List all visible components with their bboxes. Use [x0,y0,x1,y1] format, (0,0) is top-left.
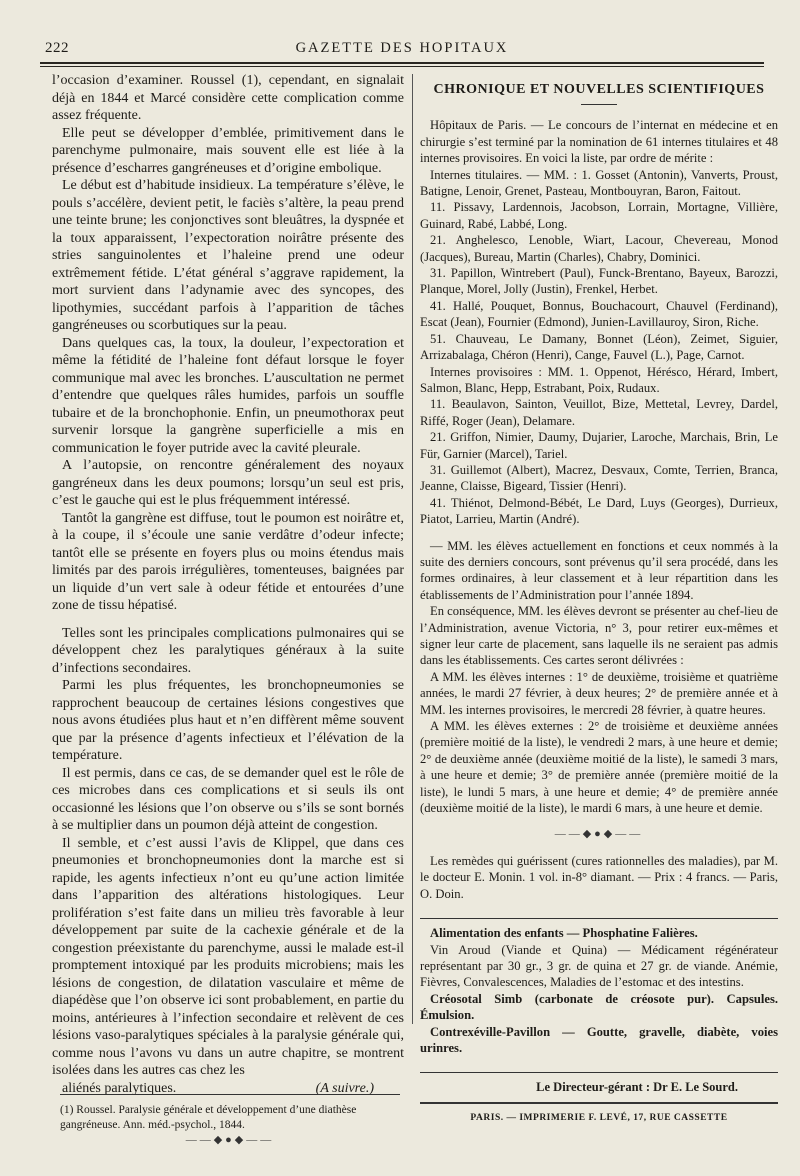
last-line: aliénés paralytiques. [62,1080,177,1096]
page-number: 222 [45,40,69,56]
footnote [60,1103,400,1148]
ad-entry: Contrexéville-Pavillon — Goutte, gravelle, diabète, voies urinres. [420,1024,778,1055]
ad-entry: Créosotal Simb (carbonate de créosote pur). Capsules. Émulsion. [420,991,778,1023]
header-rule-thick [40,62,764,64]
manager-line: Le Directeur-gérant : Dr E. Le Sourd. [536,1080,738,1095]
footnote-rule [60,1094,400,1095]
list-paragraph: Internes titulaires. — MM. : 1. Gosset (Antonin), Vanverts, Proust, Batigne, Lenoir, Grenet, Pasteau, Montbouyran, Baron, Faitout. [420,167,778,199]
ornament-divider: ——◆●◆—— [185,1134,275,1146]
intro-paragraph: Hôpitaux de Paris. — Le concours de l’internat en médecine et en chirurgie s’est terminé par la nomination de 61 internes titulaires et 48 internes provisoires. En voici la liste, par ordre de mérite : [420,118,778,166]
to-follow: (A suivre.) [315,1080,374,1096]
list-paragraph: 31. Guillemot (Albert), Macrez, Desvaux, Comte, Terrien, Branca, Jeanne, Claisse, Bigeard, Tissier (Henri). [420,462,778,494]
right-column [420,72,778,1126]
header-rule-thin [40,66,764,67]
notice-paragraph: — MM. les élèves actuellement en fonctions et ceux nommés à la suite des derniers concours, sont prévenus qu’il sera procédé, dans les formes ordinaires, à leur classement et à leur répartition dans les établissements de l’Administration pour l’année 1894. [420,538,778,602]
list-paragraph: 51. Chauveau, Le Damany, Bonnet (Léon), Zeimet, Siguier, Arrizabalaga, Chéron (Henri), Cange, Fauvel (L.), Page, Carnot. [420,331,778,363]
paragraph: Dans quelques cas, la toux, la douleur, l’expectoration et même la fétidité de l’haleine font défaut lorsque le foyer communique mal avec les bronches. L’auscultation ne permet d’entendre que quelques râles humides, parfois un souffle tubaire et de la bronchophonie. Enfin, un pneumothorax peut survenir lorsque la gangrène superficielle a mis en communication le foyer putride avec la cavité pleurale. [52,335,404,456]
list-paragraph: 41. Thiénot, Delmond-Bébét, Le Dard, Luys (Georges), Durrieux, Piatot, Larrieu, Martin (André). [420,495,778,527]
journal-title: GAZETTE DES HOPITAUX [295,40,509,56]
notice-paragraph: A MM. les élèves externes : 2° de troisième et deuxième années (première moitié de la liste), le vendredi 2 mars, à une heure et demie; 2° de deuxième année (deuxième moitié de la liste), le samedi 3 mars, à une heure et demie; 3° de première année (première moitié de la liste), le lundi 5 mars, à une heure et demie; 4° de première année (deuxième moitié de la liste), le mardi 6 mars, à une heure et demie. [420,719,778,816]
paragraph: Telles sont les principales complications pulmonaires qui se développent chez les paralytiques généraux à la suite d’infections secondaires. [52,625,404,676]
book-notice: Les remèdes qui guérissent (cures rationnelles des maladies), par M. le docteur E. Monin. 1 vol. in-8° diamant. — Prix : 4 francs. — Paris, O. Doin. [420,853,778,901]
printer-line: PARIS. — IMPRIMERIE F. LEVÉ, 17, RUE CASSETTE [470,1112,728,1123]
paragraph: Il semble, et c’est aussi l’avis de Klippel, que dans ces pneumonies et bronchopneumonies dont la marche est si rapide, les agents infectieux n’ont eu qu’une action limitée dans l’apparition des altérations histologiques. Leur prolifération s’est faite dans un milieu très favorable à leur développement par suite de la cachexie générale et de la congestion préexistante du parenchyme, aussi le malade est-il promptement intoxiqué par les produits microbiens; mais les lésions de congestion, de dilatation vasculaire et même de diapédèse que l’on observe ici sont probablement, en partie du moins, antérieures à l’infection secondaire et relèvent de ces lésions vaso-paralytiques spéciales à la paralysie générale qui, comme nous l’avons vu dans un autre chapitre, se montrent isolées dans les autres cas chez les [52,835,404,1078]
list-paragraph: Internes provisoires : MM. 1. Oppenot, Hérésco, Hérard, Imbert, Salmon, Blanc, Hepp, Estrabant, Poix, Rudaux. [420,364,778,395]
ornament-divider: ——◆●◆—— [554,828,644,841]
list-paragraph: 11. Beaulavon, Sainton, Veuillot, Bize, Mettetal, Levrey, Dardel, Riffé, Roger (Jean), Delamare. [420,397,778,428]
section-title: CHRONIQUE ET NOUVELLES SCIENTIFIQUES [433,82,765,97]
footnote-text: (1) Roussel. Paralysie générale et développement d’une diathèse gangréneuse. Ann. méd.-psychol., 1844. [60,1104,357,1131]
section-rule [420,918,778,919]
paragraph: Le début est d’habitude insidieux. La température s’élève, le pouls s’accélère, devient petit, le faciès s’altère, la peau prend une teinte brune; les conjonctives sont bleuâtres, la dyspnée et la toux apparaissent, l’expectoration noirâtre présente des stries sanguinolentes et l’haleine prend une odeur extrêmement fétide. L’état général s’aggrave rapidement, la mort survient dans l’adynamie avec des syncopes, des lipothymies, succédant parfois à l’apparition de tâches gangréneuses ou scorbutiques sur la peau. [52,178,404,333]
manager-rule [420,1072,778,1073]
paragraph: Il est permis, dans ce cas, de se demander quel est le rôle de ces microbes dans ces complications et si seuls ils ont occasionné les lésions que l’on observe ou s’ils se sont bornés à se multiplier dans un poumon déjà atteint de congestion. [52,765,404,833]
left-column [52,72,404,1097]
page-header [40,38,764,58]
list-paragraph: 21. Anghelesco, Lenoble, Wiart, Lacour, Chevereau, Monod (Jacques), Bureau, Martin (Charles), Chabry, Dominici. [420,233,778,264]
title-rule [581,104,617,105]
list-paragraph: 21. Griffon, Nimier, Daumy, Dujarier, Laroche, Marchais, Brin, Le Für, Garnier (Marcel), Tariel. [420,430,778,461]
list-paragraph: 41. Hallé, Pouquet, Bonnus, Bouchacourt, Chauvel (Ferdinand), Escat (Jean), Fournier (Edmond), Junien-Lavillauroy, Siron, Riche. [420,298,778,330]
list-paragraph: 31. Papillon, Wintrebert (Paul), Funck-Brentano, Bayeux, Barozzi, Planque, Morel, Jolly (Justin), Frenkel, Herbet. [420,266,778,297]
column-divider [412,74,413,1024]
paragraph: Parmi les plus fréquentes, les bronchopneumonies se rapprochent beaucoup de certaines lésions congestives que nous avons étudiées plus haut et n’en diffèrent même souvent que par la présence d’agents infectieux et l’élévation de la température. [52,678,404,763]
paragraph: l’occasion d’examiner. Roussel (1), cependant, en signalait déjà en 1844 et Marcé considère cette complication comme assez fréquente. [52,73,404,123]
ad-entry: Vin Aroud (Viande et Quina) — Médicament régénérateur représentant par 30 gr., 3 gr. de quina et 27 gr. de viande. Anémie, Fièvres, Convalescences, Maladies de l’estomac et des intestins. [420,942,778,990]
notice-paragraph: A MM. les élèves internes : 1° de deuxième, troisième et quatrième années, le mardi 27 février, à deux heures; 2° de première année et à MM. les internes provisoires, le mercredi 28 février, à quatre heures. [420,669,778,717]
paragraph: Tantôt la gangrène est diffuse, tout le poumon est noirâtre et, à la coupe, il s’écoule une sanie verdâtre d’odeur infecte; tantôt elle se présente en foyers plus ou moins étendus mais limités par des parois irrégulières, tomenteuses, baignées par un liquide d’un vert sale à odeur fétide et entourées d’une zone de tissu hépatisé. [52,510,404,613]
printer-rule [420,1102,778,1104]
paragraph: Elle peut se développer d’emblée, primitivement dans le parenchyme pulmonaire, mais souvent elle est liée à la présence d’escharres gangréneuses et d’origine embolique. [52,125,404,176]
paragraph: A l’autopsie, on rencontre généralement des noyaux gangréneux dans les deux poumons; lorsqu’un seul est pris, c’est le gauche qui est le plus fréquemment intéressé. [52,458,404,508]
list-paragraph: 11. Pissavy, Lardennois, Jacobson, Lorrain, Mortagne, Villière, Guinard, Rabé, Labbé, Long. [420,200,778,231]
ad-title: Alimentation des enfants — Phosphatine Falières. [430,926,698,941]
notice-paragraph: En conséquence, MM. les élèves devront se présenter au chef-lieu de l’Administration, avenue Victoria, n° 3, pour retirer eux-mêmes et signer leur carte de placement, sans laquelle ils ne seraient pas admis dans les établissements. Ces cartes seront délivrées : [420,604,778,668]
